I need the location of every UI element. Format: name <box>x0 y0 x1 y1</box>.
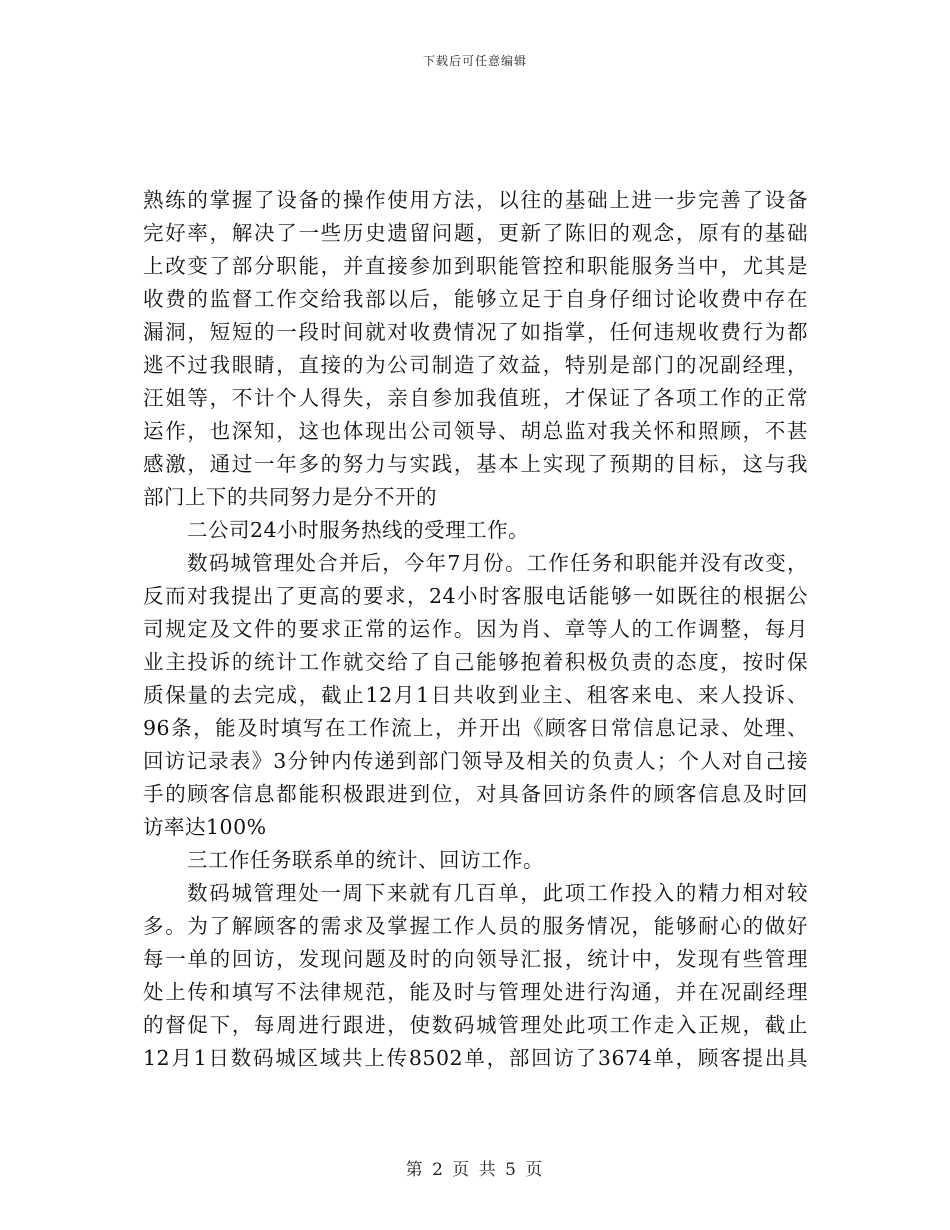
text-line: 运作，也深知，这也体现出公司领导、胡总监对我关怀和照顾，不甚 <box>143 419 808 443</box>
text-line: 上改变了部分职能，并直接参加到职能管控和职能服务当中，尤其是 <box>143 254 808 278</box>
document-body <box>143 184 808 1075</box>
text-line: 每一单的回访，发现问题及时的向领导汇报，统计中，发现有些管理 <box>143 947 808 971</box>
text-line: 访率达100% <box>143 815 267 839</box>
text-line: 的督促下，每周进行跟进，使数码城管理处此项工作走入正规，截止 <box>143 1013 808 1037</box>
text-line: 汪姐等，不计个人得失，亲自参加我值班，才保证了各项工作的正常 <box>143 386 808 410</box>
text-line: 收费的监督工作交给我部以后，能够立足于自身仔细讨论收费中存在 <box>143 287 808 311</box>
text-line: 手的顾客信息都能积极跟进到位，对具备回访条件的顾客信息及时回 <box>143 782 808 806</box>
text-line: 反而对我提出了更高的要求，24小时客服电话能够一如既往的根据公 <box>143 584 808 608</box>
text-line: 12月1日数码城区域共上传8502单，部回访了3674单，顾客提出具 <box>143 1046 808 1070</box>
text-line: 回访记录表》3分钟内传递到部门领导及相关的负责人；个人对自己接 <box>143 749 808 773</box>
text-line: 质保量的去完成，截止12月1日共收到业主、租客来电、来人投诉、 <box>143 683 808 707</box>
text-line: 数码城管理处合并后，今年7月份。工作任务和职能并没有改变， <box>187 551 808 575</box>
text-line: 数码城管理处一周下来就有几百单，此项工作投入的精力相对较 <box>187 881 808 905</box>
text-line: 熟练的掌握了设备的操作使用方法，以往的基础上进一步完善了设备 <box>143 188 808 212</box>
text-line: 漏洞，短短的一段时间就对收费情况了如指掌，任何违规收费行为都 <box>143 320 808 344</box>
text-line: 完好率，解决了一些历史遗留问题，更新了陈旧的观念，原有的基础 <box>143 221 808 245</box>
text-line: 司规定及文件的要求正常的运作。因为肖、章等人的工作调整，每月 <box>143 617 808 641</box>
text-line: 部门上下的共同努力是分不开的 <box>143 485 437 509</box>
section-heading: 二公司24小时服务热线的受理工作。 <box>187 518 530 542</box>
text-line: 感激，通过一年多的努力与实践，基本上实现了预期的目标，这与我 <box>143 452 808 476</box>
page-header: 下载后可任意编辑 <box>422 54 527 68</box>
text-line: 处上传和填写不法律规范，能及时与管理处进行沟通，并在况副经理 <box>143 980 808 1004</box>
section-heading: 三工作任务联系单的统计、回访工作。 <box>187 848 544 872</box>
text-line: 逃不过我眼睛，直接的为公司制造了效益，特别是部门的况副经理， <box>143 353 808 377</box>
text-line: 96条，能及时填写在工作流上，并开出《顾客日常信息记录、处理、 <box>143 716 808 740</box>
text-line: 业主投诉的统计工作就交给了自己能够抱着积极负责的态度，按时保 <box>143 650 808 674</box>
text-line: 多。为了解顾客的需求及掌握工作人员的服务情况，能够耐心的做好 <box>143 914 808 938</box>
page-number: 第 2 页 共 5 页 <box>405 1160 545 1180</box>
